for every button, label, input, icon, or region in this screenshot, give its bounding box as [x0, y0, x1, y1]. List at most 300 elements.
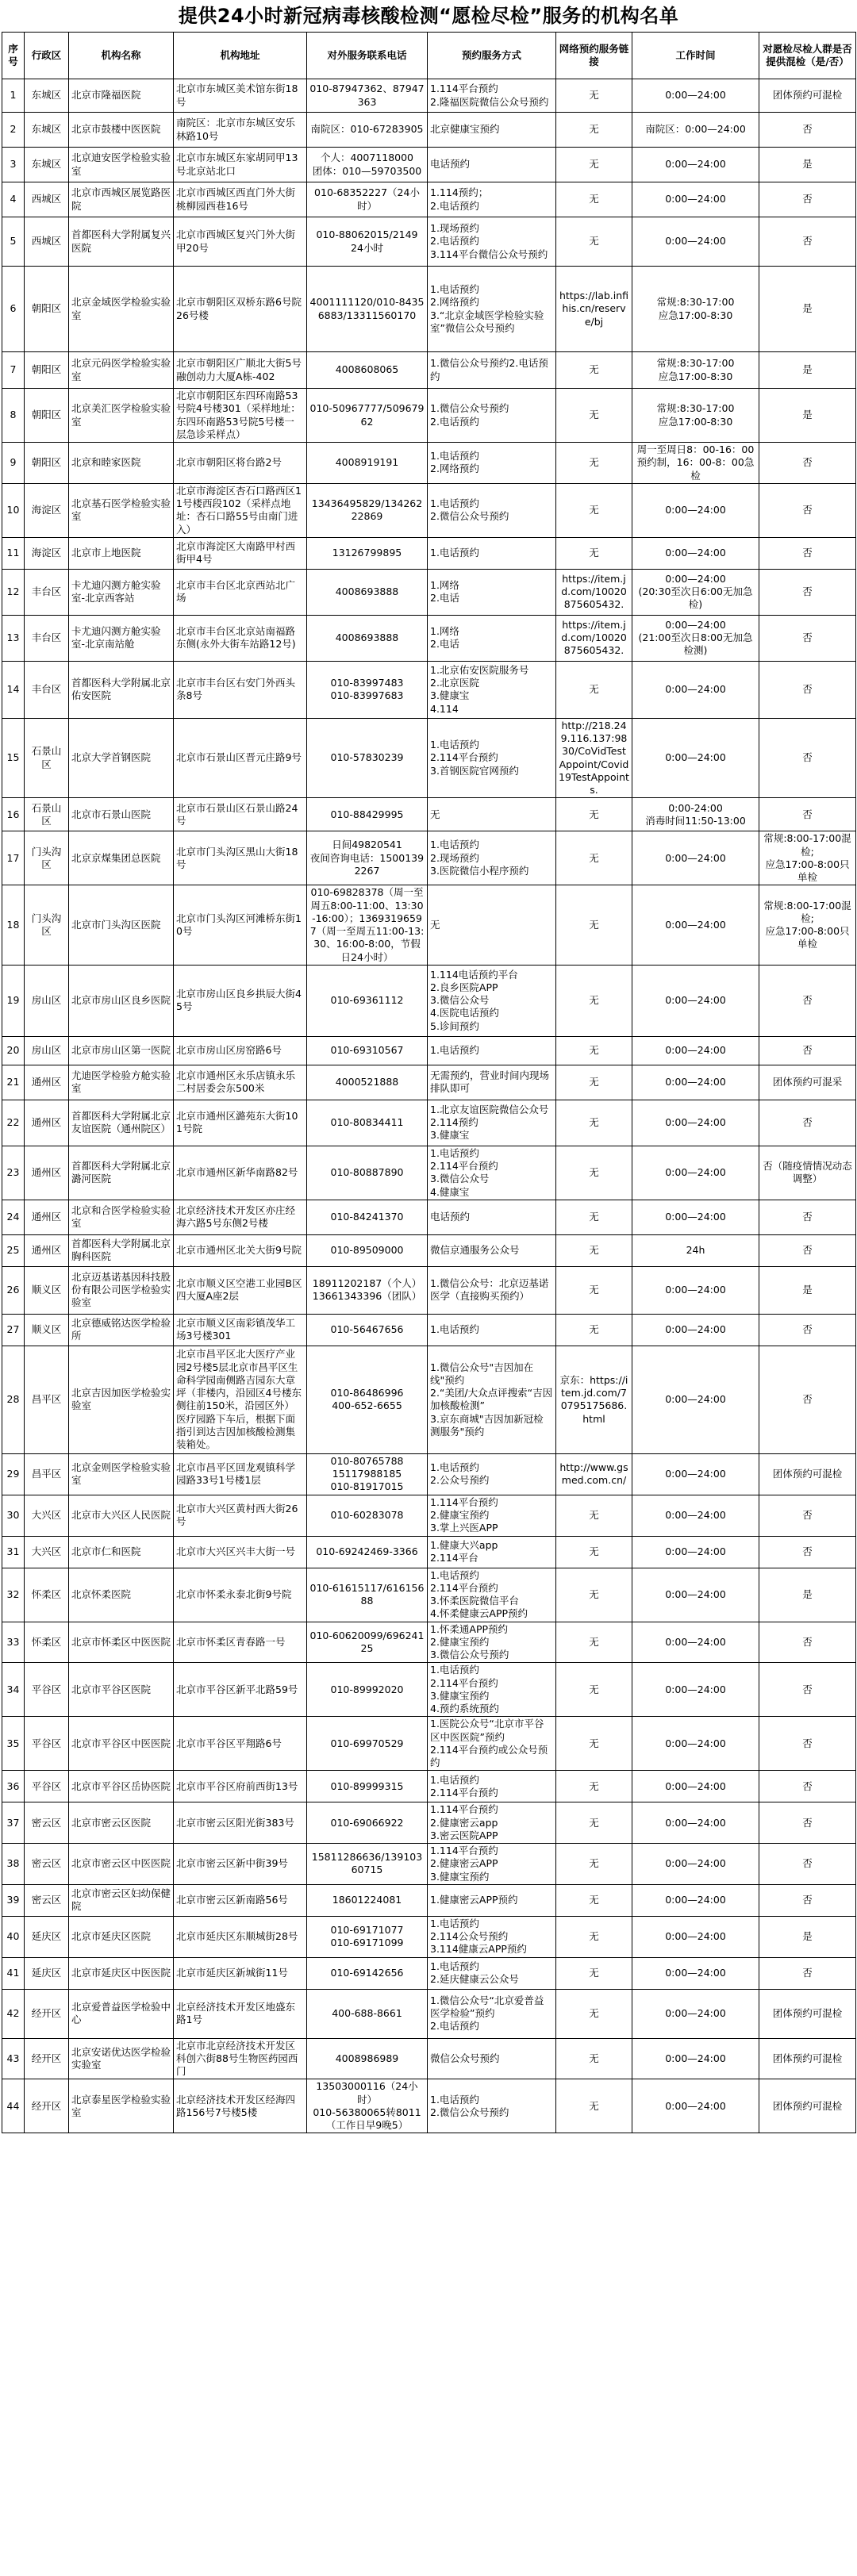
cell-hours: 0:00—24:00	[632, 1844, 759, 1885]
cell-hours: 0:00—24:00	[632, 1314, 759, 1346]
cell-phone: 13503000116（24小时） 010-56380065转8011（工作日早9晚5）	[307, 2079, 428, 2133]
cell-online-link: 无	[556, 182, 632, 217]
table-row	[2, 798, 856, 831]
table-row	[2, 267, 856, 352]
cell-mixed-testing: 否	[759, 1234, 856, 1266]
header-hours: 工作时间	[632, 33, 759, 79]
cell-hours: 0:00—24:00	[632, 1957, 759, 1989]
cell-index: 34	[2, 1663, 25, 1717]
cell-hours: 0:00—24:00	[632, 1146, 759, 1200]
cell-district: 通州区	[25, 1234, 69, 1266]
cell-institution-name: 北京市房山区良乡医院	[69, 965, 174, 1036]
cell-phone: 010-60283078	[307, 1495, 428, 1536]
table-row	[2, 217, 856, 267]
cell-district: 经开区	[25, 2079, 69, 2133]
cell-online-link: 无	[556, 1916, 632, 1957]
cell-address: 北京市通州区潞苑东大街101号院	[174, 1100, 307, 1146]
cell-index: 10	[2, 483, 25, 537]
cell-booking-method: 无	[428, 885, 556, 966]
cell-institution-name: 北京市上地医院	[69, 537, 174, 569]
cell-district: 石景山区	[25, 798, 69, 831]
cell-index: 28	[2, 1346, 25, 1453]
cell-phone: 010-69066922	[307, 1802, 428, 1844]
table-row	[2, 79, 856, 113]
table-row	[2, 1622, 856, 1663]
cell-district: 怀柔区	[25, 1568, 69, 1622]
cell-hours: 0:00—24:00	[632, 1663, 759, 1717]
cell-institution-name: 北京德威铭达医学检验所	[69, 1314, 174, 1346]
cell-online-link: 无	[556, 2079, 632, 2133]
cell-address: 北京市丰台区北京西站北广场	[174, 569, 307, 615]
cell-district: 延庆区	[25, 1916, 69, 1957]
cell-phone: 010-80765788 15117988185 010-81917015	[307, 1453, 428, 1495]
cell-institution-name: 北京迈基诺基因科技股份有限公司医学检验实验室	[69, 1266, 174, 1314]
table-row	[2, 113, 856, 148]
cell-mixed-testing: 否	[759, 443, 856, 484]
cell-online-link[interactable]: http://218.249.116.137:9830/CoVidTestAppoint/Covid19TestAppoints.	[556, 718, 632, 798]
cell-address: 北京市朝阳区东四环南路53号院4号楼301（采样地址：东四环南路53号院5号楼一层急诊采样点）	[174, 389, 307, 443]
cell-address: 北京市怀柔区青春路一号	[174, 1622, 307, 1663]
cell-mixed-testing: 否	[759, 1100, 856, 1146]
cell-index: 43	[2, 2038, 25, 2079]
cell-online-link: 无	[556, 389, 632, 443]
table-row	[2, 661, 856, 718]
table-row	[2, 1266, 856, 1314]
cell-institution-name: 北京市石景山医院	[69, 798, 174, 831]
table-row	[2, 1771, 856, 1802]
cell-booking-method: 1.北京友谊医院微信公众号 2.114预约 3.健康宝	[428, 1100, 556, 1146]
cell-online-link: 无	[556, 1314, 632, 1346]
cell-mixed-testing: 否	[759, 1622, 856, 1663]
table-row	[2, 1314, 856, 1346]
table-row	[2, 1957, 856, 1989]
cell-mixed-testing: 否	[759, 1663, 856, 1717]
cell-district: 西城区	[25, 182, 69, 217]
cell-online-link: 无	[556, 1146, 632, 1200]
cell-institution-name: 北京市平谷区岳协医院	[69, 1771, 174, 1802]
cell-phone: 010-86486996 400-652-6655	[307, 1346, 428, 1453]
cell-institution-name: 首都医科大学附属北京胸科医院	[69, 1234, 174, 1266]
cell-institution-name: 北京爱普益医学检验中心	[69, 1989, 174, 2038]
cell-district: 东城区	[25, 148, 69, 182]
cell-address: 北京市东城区美术馆东街18号	[174, 79, 307, 113]
cell-online-link[interactable]: https://item.jd.com/10020875605432.	[556, 615, 632, 661]
cell-booking-method: 1.电话预约 2.现场预约 3.医院微信小程序预约	[428, 831, 556, 885]
cell-index: 20	[2, 1036, 25, 1065]
cell-index: 13	[2, 615, 25, 661]
cell-index: 40	[2, 1916, 25, 1957]
cell-mixed-testing: 是	[759, 1266, 856, 1314]
cell-institution-name: 北京市延庆区中医医院	[69, 1957, 174, 1989]
cell-hours: 0:00—24:00	[632, 1622, 759, 1663]
table-row	[2, 1663, 856, 1717]
cell-booking-method: 1.电话预约	[428, 537, 556, 569]
cell-mixed-testing: 否	[759, 182, 856, 217]
cell-institution-name: 北京美汇医学检验实验室	[69, 389, 174, 443]
cell-online-link: 无	[556, 79, 632, 113]
cell-address: 北京经济技术开发区地盛东路1号	[174, 1989, 307, 2038]
cell-online-link: 无	[556, 1663, 632, 1717]
header-phone: 对外服务联系电话	[307, 33, 428, 79]
cell-booking-method: 1.电话预约 2.网络预约	[428, 443, 556, 484]
cell-address: 北京市通州区新华南路82号	[174, 1146, 307, 1200]
cell-booking-method: 1.电话预约 2.网络预约 3.“北京金域医学检验实验室”微信公众号预约	[428, 267, 556, 352]
cell-mixed-testing: 团体预约可混检	[759, 1453, 856, 1495]
cell-online-link: 无	[556, 1568, 632, 1622]
cell-address: 北京市东城区东家胡同甲13号北京站北口	[174, 148, 307, 182]
cell-hours: 0:00—24:00	[632, 483, 759, 537]
cell-address: 北京市门头沟区黑山大街18号	[174, 831, 307, 885]
cell-mixed-testing: 团体预约可混检	[759, 1989, 856, 2038]
cell-booking-method: 1.电话预约 2.延庆健康云公众号	[428, 1957, 556, 1989]
cell-phone: 010-69361112	[307, 965, 428, 1036]
cell-district: 大兴区	[25, 1495, 69, 1536]
cell-district: 朝阳区	[25, 443, 69, 484]
cell-institution-name: 北京怀柔医院	[69, 1568, 174, 1622]
cell-district: 朝阳区	[25, 389, 69, 443]
cell-online-link: 无	[556, 885, 632, 966]
cell-hours: 0:00—24:00	[632, 1916, 759, 1957]
cell-phone: 4008693888	[307, 615, 428, 661]
cell-hours: 0:00—24:00	[632, 1536, 759, 1568]
cell-booking-method: 1.电话预约	[428, 1036, 556, 1065]
cell-booking-method: 1.微信公众号“北京爱普益医学检验”预约 2.电话预约	[428, 1989, 556, 2038]
cell-index: 14	[2, 661, 25, 718]
cell-institution-name: 北京市门头沟区医院	[69, 885, 174, 966]
cell-hours: 0:00—24:00	[632, 718, 759, 798]
table-row	[2, 1100, 856, 1146]
cell-address: 北京市朝阳区广顺北大街5号融创动力大厦A栋-402	[174, 352, 307, 389]
cell-index: 5	[2, 217, 25, 267]
cell-district: 通州区	[25, 1200, 69, 1234]
cell-phone: 010-69970529	[307, 1717, 428, 1771]
cell-booking-method: 1.114平台预约 2.健康宝预约 3.掌上兴医APP	[428, 1495, 556, 1536]
cell-district: 顺义区	[25, 1314, 69, 1346]
cell-address: 北京市丰台区右安门外西头条8号	[174, 661, 307, 718]
cell-district: 朝阳区	[25, 352, 69, 389]
cell-mixed-testing: 否	[759, 1771, 856, 1802]
table-row	[2, 389, 856, 443]
cell-booking-method: 1.114电话预约平台 2.良乡医院APP 3.微信公众号 4.医院电话预约 5.诊间预约	[428, 965, 556, 1036]
cell-institution-name: 北京市密云区中医医院	[69, 1844, 174, 1885]
cell-online-link: 无	[556, 1266, 632, 1314]
cell-index: 4	[2, 182, 25, 217]
cell-district: 房山区	[25, 1036, 69, 1065]
header-address: 机构地址	[174, 33, 307, 79]
table-row	[2, 352, 856, 389]
cell-booking-method: 1.114平台预约 2.健康密云APP 3.健康宝预约	[428, 1844, 556, 1885]
cell-district: 密云区	[25, 1844, 69, 1885]
cell-index: 15	[2, 718, 25, 798]
cell-booking-method: 电话预约	[428, 148, 556, 182]
table-row	[2, 1065, 856, 1100]
table-row	[2, 1234, 856, 1266]
cell-phone: 13126799895	[307, 537, 428, 569]
cell-mixed-testing: 否	[759, 1844, 856, 1885]
cell-index: 38	[2, 1844, 25, 1885]
cell-address: 北京市朝阳区将台路2号	[174, 443, 307, 484]
cell-index: 21	[2, 1065, 25, 1100]
cell-online-link[interactable]: https://item.jd.com/10020875605432.	[556, 569, 632, 615]
table-row	[2, 885, 856, 966]
cell-institution-name: 北京和睦家医院	[69, 443, 174, 484]
cell-hours: 0:00—24:00	[632, 1266, 759, 1314]
cell-online-link: 无	[556, 537, 632, 569]
cell-mixed-testing: 否	[759, 113, 856, 148]
cell-district: 经开区	[25, 2038, 69, 2079]
cell-hours: 0:00—24:00	[632, 1200, 759, 1234]
cell-mixed-testing: 否（随疫情情况动态调整）	[759, 1146, 856, 1200]
cell-booking-method: 电话预约	[428, 1200, 556, 1234]
cell-online-link: 无	[556, 661, 632, 718]
cell-district: 平谷区	[25, 1663, 69, 1717]
cell-address: 北京市西城区复兴门外大街甲20号	[174, 217, 307, 267]
cell-address: 北京市怀柔永泰北街9号院	[174, 1568, 307, 1622]
table-row	[2, 1568, 856, 1622]
cell-address: 北京市石景山区晋元庄路9号	[174, 718, 307, 798]
cell-district: 房山区	[25, 965, 69, 1036]
cell-institution-name: 北京迪安医学检验实验室	[69, 148, 174, 182]
cell-mixed-testing: 团体预约可混采	[759, 1065, 856, 1100]
cell-phone: 010-83997483 010-83997683	[307, 661, 428, 718]
cell-phone: 4008919191	[307, 443, 428, 484]
cell-institution-name: 卡尤迪闪测方舱实验室-北京西客站	[69, 569, 174, 615]
cell-mixed-testing: 团体预约可混检	[759, 79, 856, 113]
cell-online-link: 无	[556, 798, 632, 831]
cell-phone: 010-69242469-3366	[307, 1536, 428, 1568]
cell-address: 北京市丰台区北京站南福路东侧(永外大街车站路12号)	[174, 615, 307, 661]
cell-district: 平谷区	[25, 1717, 69, 1771]
cell-address: 北京市通州区永乐店镇永乐二村居委会东500米	[174, 1065, 307, 1100]
cell-phone: 010-61615117/61615688	[307, 1568, 428, 1622]
cell-hours: 0:00-24:00 消毒时间11:50-13:00	[632, 798, 759, 831]
table-row	[2, 483, 856, 537]
cell-online-link[interactable]: http://www.gsmed.com.cn/	[556, 1453, 632, 1495]
cell-index: 24	[2, 1200, 25, 1234]
cell-phone: 010-69171077 010-69171099	[307, 1916, 428, 1957]
table-row	[2, 1884, 856, 1916]
cell-booking-method: 1.电话预约 2.微信公众号预约	[428, 483, 556, 537]
cell-district: 东城区	[25, 79, 69, 113]
table-row	[2, 1802, 856, 1844]
header-institution-name: 机构名称	[69, 33, 174, 79]
header-mixed-testing: 对愿检尽检人群是否提供混检（是/否）	[759, 33, 856, 79]
cell-district: 密云区	[25, 1802, 69, 1844]
table-row	[2, 569, 856, 615]
cell-phone: 400-688-8661	[307, 1989, 428, 2038]
cell-online-link: 无	[556, 1717, 632, 1771]
cell-online-link: 无	[556, 1844, 632, 1885]
cell-hours: 0:00—24:00	[632, 1100, 759, 1146]
cell-online-link: 无	[556, 1100, 632, 1146]
cell-institution-name: 北京市西城区展览路医院	[69, 182, 174, 217]
cell-hours: 常规:8:30-17:00 应急17:00-8:30	[632, 389, 759, 443]
cell-online-link: 无	[556, 1036, 632, 1065]
cell-institution-name: 北京市仁和医院	[69, 1536, 174, 1568]
cell-index: 7	[2, 352, 25, 389]
cell-district: 平谷区	[25, 1771, 69, 1802]
cell-hours: 0:00—24:00	[632, 148, 759, 182]
cell-index: 2	[2, 113, 25, 148]
cell-mixed-testing: 否	[759, 965, 856, 1036]
cell-phone: 010-84241370	[307, 1200, 428, 1234]
cell-institution-name: 北京市密云区医院	[69, 1802, 174, 1844]
cell-mixed-testing: 是	[759, 1916, 856, 1957]
cell-index: 22	[2, 1100, 25, 1146]
cell-phone: 18601224081	[307, 1884, 428, 1916]
cell-institution-name: 尤迪医学检验方舱实验室	[69, 1065, 174, 1100]
cell-address: 北京市延庆区新城街11号	[174, 1957, 307, 1989]
cell-online-link: 无	[556, 1234, 632, 1266]
table-row	[2, 182, 856, 217]
table-row	[2, 1717, 856, 1771]
table-row	[2, 1146, 856, 1200]
cell-phone: 010-60620099/69624125	[307, 1622, 428, 1663]
cell-institution-name: 北京市平谷区医院	[69, 1663, 174, 1717]
cell-booking-method: 1.微信公众号预约2.电话预约	[428, 352, 556, 389]
cell-booking-method: 1.电话预约 2.114平台预约 3.怀柔医院微信平台 4.怀柔健康云APP预约	[428, 1568, 556, 1622]
cell-booking-method: 1.网络 2.电话	[428, 615, 556, 661]
cell-mixed-testing: 否	[759, 718, 856, 798]
cell-institution-name: 北京市隆福医院	[69, 79, 174, 113]
cell-online-link: 无	[556, 831, 632, 885]
cell-mixed-testing: 常规:8:00-17:00混检; 应急17:00-8:00只单检	[759, 831, 856, 885]
cell-mixed-testing: 否	[759, 569, 856, 615]
table-row	[2, 718, 856, 798]
cell-address: 北京市房山区房窑路6号	[174, 1036, 307, 1065]
header-index: 序号	[2, 33, 25, 79]
cell-phone: 010-89999315	[307, 1771, 428, 1802]
cell-index: 17	[2, 831, 25, 885]
cell-online-link: 无	[556, 1989, 632, 2038]
cell-booking-method: 1.微信公众号：北京迈基诺医学（直接购买预约）	[428, 1266, 556, 1314]
cell-mixed-testing: 是	[759, 389, 856, 443]
cell-hours: 周一至周日8：00-16：00 预约制，16：00-8：00急检	[632, 443, 759, 484]
cell-mixed-testing: 是	[759, 352, 856, 389]
cell-institution-name: 卡尤迪闪测方舱实验室-北京南站舱	[69, 615, 174, 661]
cell-index: 23	[2, 1146, 25, 1200]
cell-phone: 15811286636/13910360715	[307, 1844, 428, 1885]
cell-mixed-testing: 否	[759, 1036, 856, 1065]
cell-phone: 010-69310567	[307, 1036, 428, 1065]
cell-address: 北京市顺义区空港工业园B区四大厦A座2层	[174, 1266, 307, 1314]
cell-hours: 0:00—24:00	[632, 2079, 759, 2133]
cell-hours: 0:00—24:00 (21:00至次日8:00无加急检测)	[632, 615, 759, 661]
cell-online-link: 无	[556, 1884, 632, 1916]
cell-institution-name: 北京基石医学检验实验室	[69, 483, 174, 537]
cell-address: 北京市门头沟区河滩桥东街10号	[174, 885, 307, 966]
cell-institution-name: 北京京煤集团总医院	[69, 831, 174, 885]
cell-phone: 010-56467656	[307, 1314, 428, 1346]
cell-address: 北京市平谷区府前西街13号	[174, 1771, 307, 1802]
cell-online-link[interactable]: https://lab.infihis.cn/reserve/bj	[556, 267, 632, 352]
cell-phone: 个人：4007118000 团体：010—59703500	[307, 148, 428, 182]
table-row	[2, 1346, 856, 1453]
cell-district: 海淀区	[25, 483, 69, 537]
cell-booking-method: 北京健康宝预约	[428, 113, 556, 148]
cell-online-link: 无	[556, 965, 632, 1036]
cell-address: 北京市平谷区平翔路6号	[174, 1717, 307, 1771]
cell-hours: 0:00—24:00	[632, 217, 759, 267]
cell-booking-method: 1.现场预约 2.电话预约 3.114平台微信公众号预约	[428, 217, 556, 267]
cell-phone: 010-80887890	[307, 1146, 428, 1200]
cell-institution-name: 首都医科大学附属复兴医院	[69, 217, 174, 267]
cell-address: 北京市石景山区石景山路24号	[174, 798, 307, 831]
cell-index: 12	[2, 569, 25, 615]
cell-institution-name: 北京市延庆区医院	[69, 1916, 174, 1957]
cell-address: 北京市顺义区南彩镇茂华工场3号楼301	[174, 1314, 307, 1346]
cell-address: 北京经济技术开发区经海四路156号7号楼5楼	[174, 2079, 307, 2133]
cell-address: 北京市密云区新中街39号	[174, 1844, 307, 1885]
cell-mixed-testing: 否	[759, 1717, 856, 1771]
header-district: 行政区	[25, 33, 69, 79]
cell-index: 41	[2, 1957, 25, 1989]
cell-phone: 日间49820541 夜间咨询电话：15001392267	[307, 831, 428, 885]
cell-hours: 0:00—24:00	[632, 1065, 759, 1100]
cell-hours: 0:00—24:00	[632, 1717, 759, 1771]
cell-booking-method: 1.114平台预约 2.隆福医院微信公众号预约	[428, 79, 556, 113]
table-row	[2, 1036, 856, 1065]
cell-index: 42	[2, 1989, 25, 2038]
cell-online-link: 无	[556, 1957, 632, 1989]
cell-hours: 0:00—24:00 (20:30至次日6:00无加急检)	[632, 569, 759, 615]
cell-index: 16	[2, 798, 25, 831]
cell-district: 海淀区	[25, 537, 69, 569]
cell-mixed-testing: 否	[759, 217, 856, 267]
cell-district: 丰台区	[25, 661, 69, 718]
cell-hours: 0:00—24:00	[632, 1568, 759, 1622]
cell-mixed-testing: 否	[759, 483, 856, 537]
cell-booking-method: 1.怀柔通APP预约 2.健康宝预约 3.微信公众号预约	[428, 1622, 556, 1663]
header-booking-method: 预约服务方式	[428, 33, 556, 79]
cell-hours: 0:00—24:00	[632, 1453, 759, 1495]
cell-address: 北京市北京经济技术开发区科创六街88号生物医药园西门	[174, 2038, 307, 2079]
cell-booking-method: 1.电话预约 2.114平台预约 3.首钢医院官网预约	[428, 718, 556, 798]
cell-hours: 24h	[632, 1234, 759, 1266]
cell-booking-method: 微信公众号预约	[428, 2038, 556, 2079]
cell-online-link: 无	[556, 2038, 632, 2079]
cell-mixed-testing: 否	[759, 1884, 856, 1916]
cell-mixed-testing: 团体预约可混检	[759, 2079, 856, 2133]
cell-hours: 0:00—24:00	[632, 1495, 759, 1536]
table-row	[2, 1200, 856, 1234]
cell-index: 11	[2, 537, 25, 569]
cell-institution-name: 北京泰星医学检验实验室	[69, 2079, 174, 2133]
cell-phone: 010-88429995	[307, 798, 428, 831]
cell-district: 密云区	[25, 1884, 69, 1916]
cell-address: 北京市西城区西直门外大街桃柳园西巷16号	[174, 182, 307, 217]
table-body	[2, 79, 856, 2133]
table-header	[2, 33, 856, 79]
cell-district: 丰台区	[25, 569, 69, 615]
cell-institution-name: 首都医科大学附属北京潞河医院	[69, 1146, 174, 1200]
cell-online-link: 无	[556, 1495, 632, 1536]
cell-index: 25	[2, 1234, 25, 1266]
cell-address: 北京市朝阳区双桥东路6号院26号楼	[174, 267, 307, 352]
cell-hours: 0:00—24:00	[632, 1036, 759, 1065]
cell-phone: 4008608065	[307, 352, 428, 389]
cell-hours: 0:00—24:00	[632, 182, 759, 217]
cell-booking-method: 1.网络 2.电话	[428, 569, 556, 615]
cell-address: 北京市密云区阳光街383号	[174, 1802, 307, 1844]
cell-online-link: 无	[556, 1771, 632, 1802]
cell-mixed-testing: 否	[759, 1314, 856, 1346]
cell-mixed-testing: 团体预约可混检	[759, 2038, 856, 2079]
table-row	[2, 2079, 856, 2133]
table-row	[2, 1844, 856, 1885]
cell-phone: 18911202187（个人） 13661343396（团队）	[307, 1266, 428, 1314]
cell-address: 南院区：北京市东城区安乐林路10号	[174, 113, 307, 148]
